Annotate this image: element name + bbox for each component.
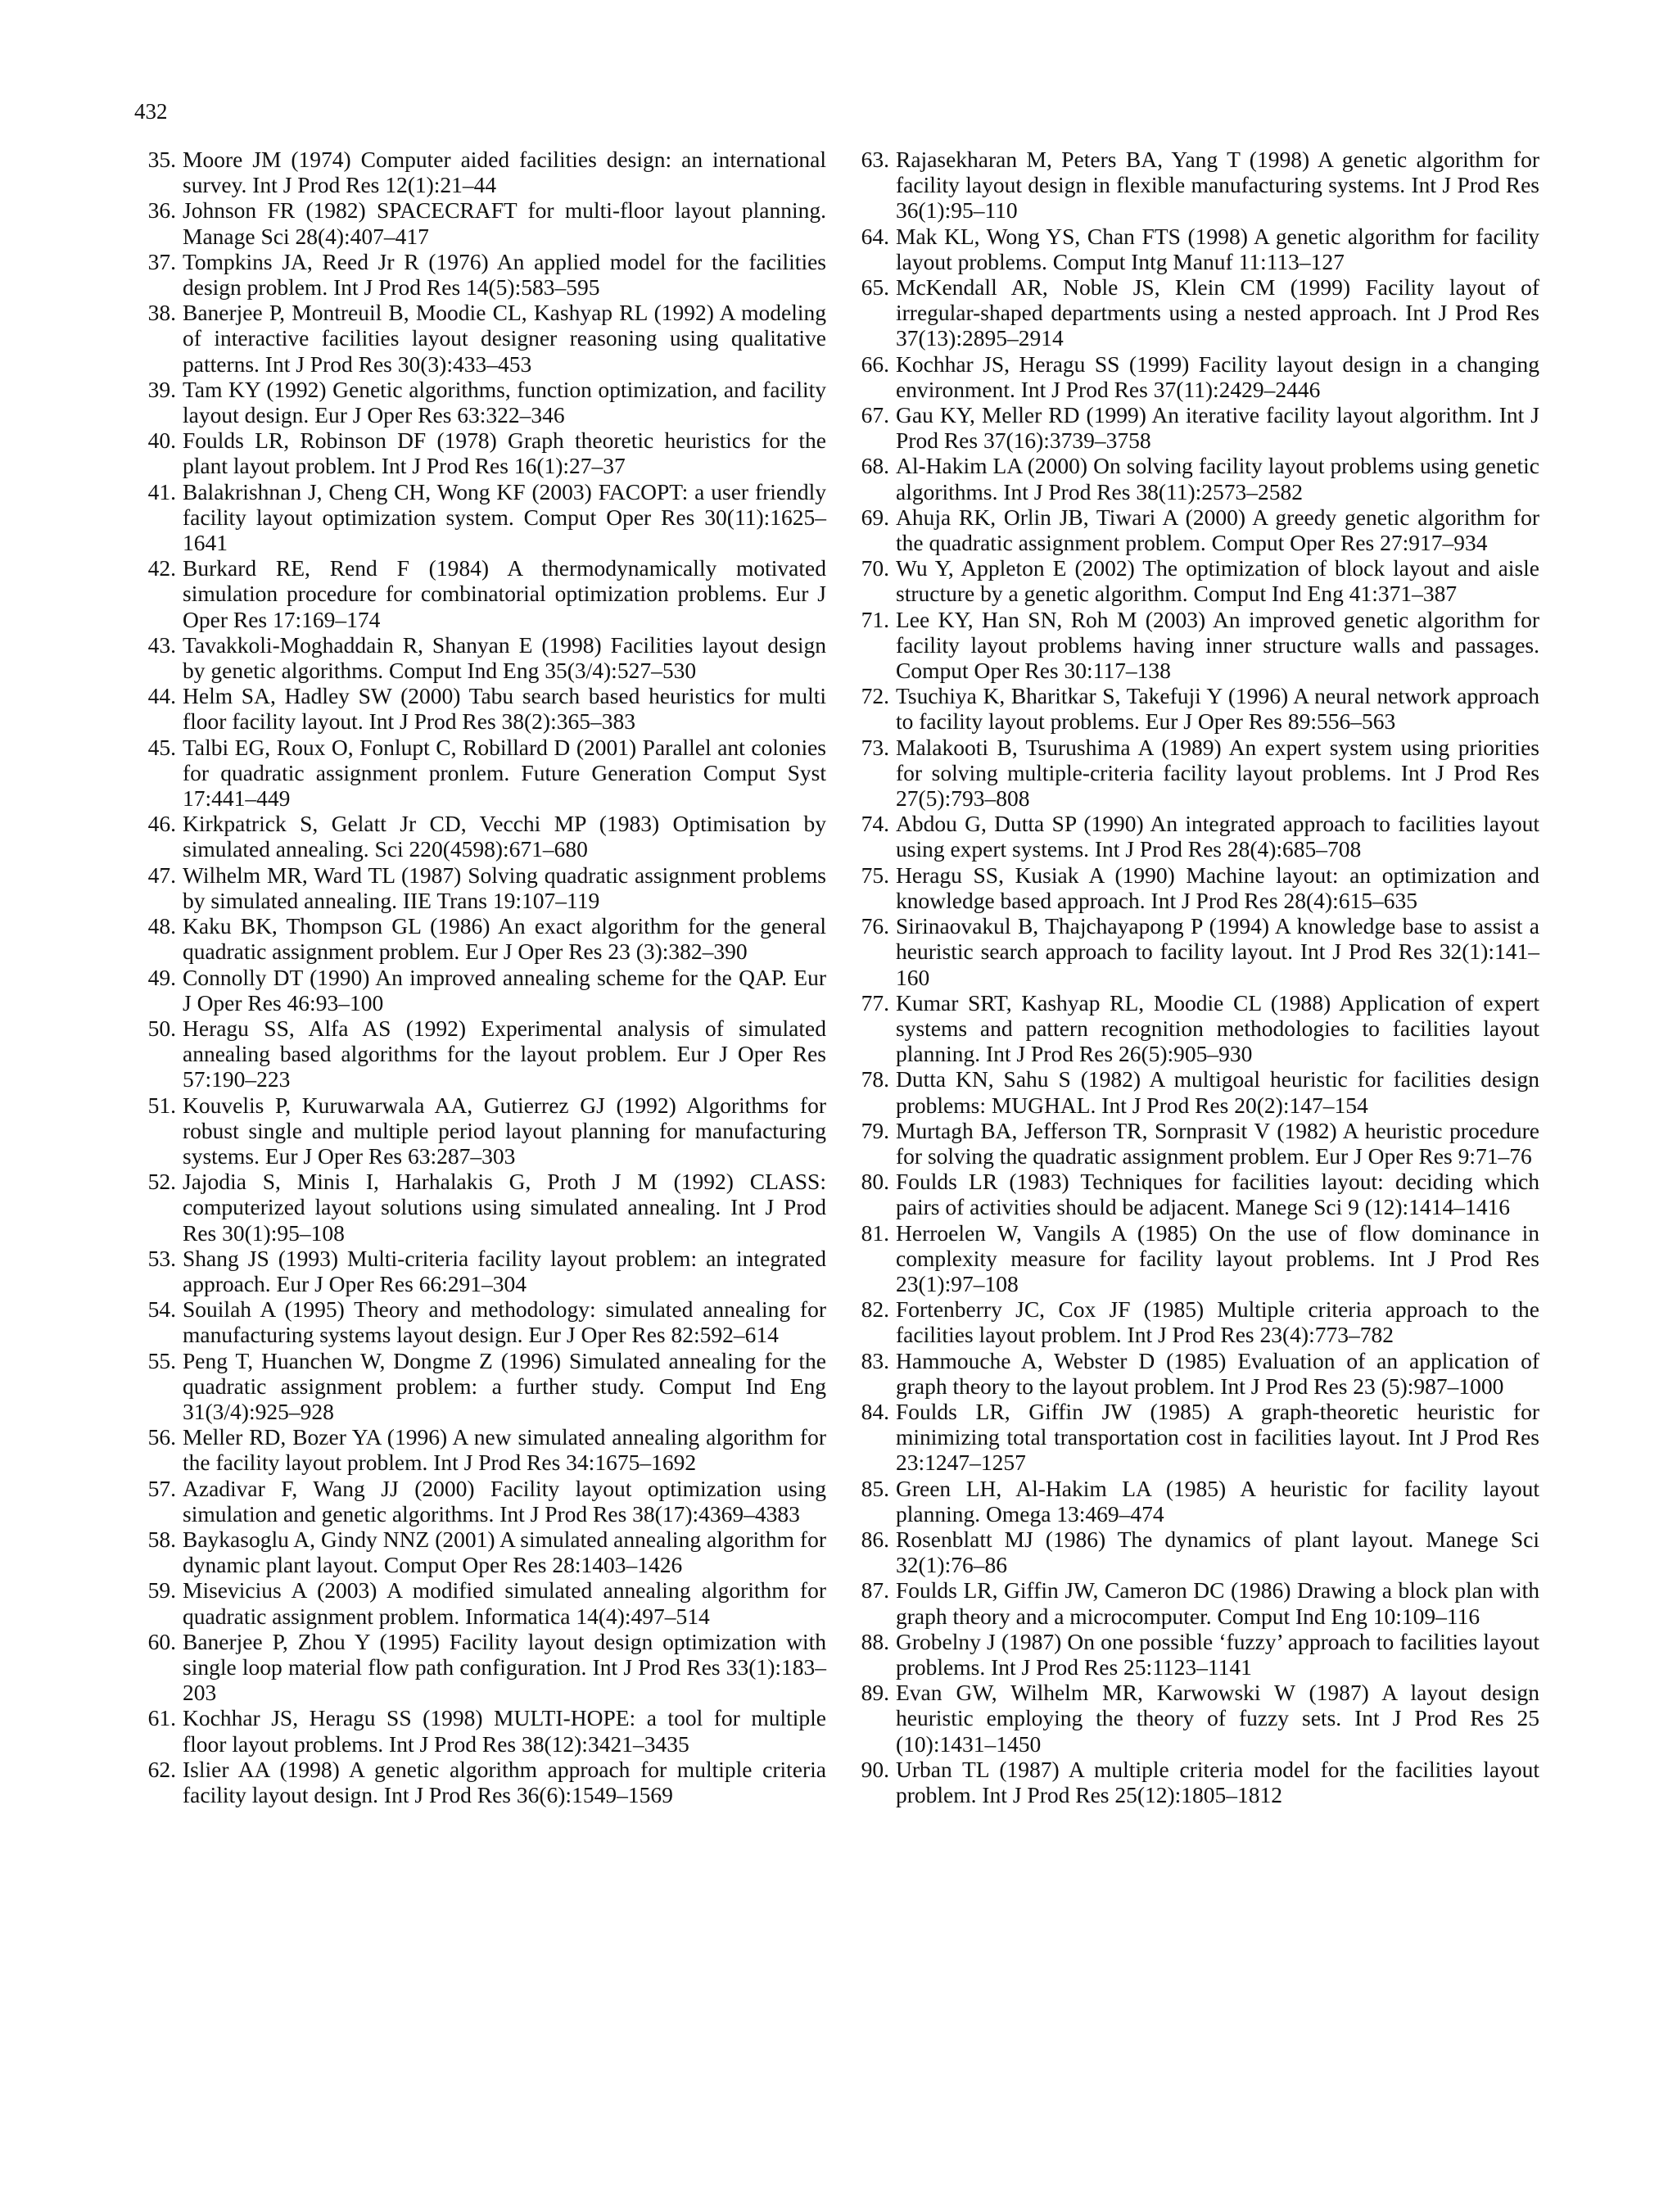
- reference-item: [853, 1296, 1539, 1347]
- reference-text: Islier AA (1998) A genetic algorithm approach for multiple criteria facility layout design. Int J Prod Res 36(6):1549–1569: [183, 1756, 826, 1807]
- reference-text: Foulds LR, Giffin JW (1985) A graph-theoretic heuristic for minimizing total transportation cost in facilities layout. Int J Prod Res 23:1247–1257: [896, 1398, 1539, 1476]
- reference-number: 83.: [861, 1347, 889, 1373]
- reference-item: [140, 1016, 826, 1092]
- reference-item: [853, 607, 1539, 684]
- reference-item: [853, 1527, 1539, 1577]
- page-number: 432: [134, 99, 168, 124]
- reference-item: [140, 555, 826, 632]
- reference-item: [140, 632, 826, 683]
- reference-number: 46.: [147, 811, 176, 837]
- reference-number: 36.: [147, 197, 176, 224]
- reference-item: [853, 555, 1539, 606]
- reference-item: [853, 735, 1539, 812]
- reference-number: 52.: [147, 1169, 176, 1195]
- reference-text: Banerjee P, Montreuil B, Moodie CL, Kashyap RL (1992) A modeling of interactive facilities layout designer reasoning using qualitative patterns. Int J Prod Res 30(3):433–453: [183, 300, 826, 377]
- reference-number: 59.: [147, 1577, 176, 1604]
- reference-number: 79.: [861, 1117, 889, 1143]
- reference-item: [853, 1220, 1539, 1297]
- reference-text: Shang JS (1993) Multi-criteria facility layout problem: an integrated approach. Eur J Oper Res 66:291–304: [183, 1245, 826, 1296]
- reference-item: [853, 1348, 1539, 1399]
- reference-item: [140, 249, 826, 300]
- reference-number: 66.: [861, 351, 889, 377]
- reference-text: Gau KY, Meller RD (1999) An iterative facility layout algorithm. Int J Prod Res 37(16):3739–3758: [896, 402, 1539, 454]
- reference-list-right-column: [853, 147, 1539, 1807]
- reference-number: 67.: [861, 402, 889, 428]
- reference-text: Rosenblatt MJ (1986) The dynamics of plant layout. Manege Sci 32(1):76–86: [896, 1526, 1539, 1578]
- reference-number: 61.: [147, 1705, 176, 1731]
- reference-text: Kochhar JS, Heragu SS (1998) MULTI-HOPE: a tool for multiple floor layout problems. Int J Prod Res 38(12):3421–3435: [183, 1705, 826, 1757]
- reference-number: 78.: [861, 1066, 889, 1092]
- reference-number: 45.: [147, 734, 176, 760]
- reference-item: [853, 990, 1539, 1067]
- reference-text: Kochhar JS, Heragu SS (1999) Facility layout design in a changing environment. Int J Prod Res 37(11):2429–2446: [896, 351, 1539, 402]
- reference-number: 55.: [147, 1347, 176, 1373]
- reference-number: 73.: [861, 734, 889, 760]
- reference-text: Talbi EG, Roux O, Fonlupt C, Robillard D (2001) Parallel ant colonies for quadratic assignment pronlem. Future Generation Comput Syst 17:441–449: [183, 734, 826, 812]
- reference-number: 63.: [861, 147, 889, 172]
- reference-text: Kumar SRT, Kashyap RL, Moodie CL (1988) Application of expert systems and pattern recognition methodologies to facilities layout planning. Int J Prod Res 26(5):905–930: [896, 989, 1539, 1067]
- reference-item: [853, 453, 1539, 504]
- reference-item: [853, 402, 1539, 453]
- reference-text: Meller RD, Bozer YA (1996) A new simulated annealing algorithm for the facility layout problem. Int J Prod Res 34:1675–1692: [183, 1424, 826, 1476]
- reference-item: [140, 1296, 826, 1347]
- reference-item: [140, 1476, 826, 1527]
- reference-number: 84.: [861, 1398, 889, 1424]
- reference-text: Kirkpatrick S, Gelatt Jr CD, Vecchi MP (1983) Optimisation by simulated annealing. Sci 220(4598):671–680: [183, 811, 826, 862]
- reference-item: [853, 351, 1539, 402]
- reference-number: 38.: [147, 300, 176, 326]
- reference-item: [140, 913, 826, 964]
- reference-number: 50.: [147, 1015, 176, 1041]
- reference-text: Foulds LR, Giffin JW, Cameron DC (1986) Drawing a block plan with graph theory and a microcomputer. Comput Ind Eng 10:109–116: [896, 1577, 1539, 1629]
- reference-number: 47.: [147, 862, 176, 888]
- reference-number: 57.: [147, 1475, 176, 1501]
- reference-number: 68.: [861, 453, 889, 479]
- reference-item: [140, 1092, 826, 1169]
- reference-item: [853, 1399, 1539, 1476]
- reference-number: 86.: [861, 1526, 889, 1552]
- reference-text: Fortenberry JC, Cox JF (1985) Multiple criteria approach to the facilities layout problem. Int J Prod Res 23(4):773–782: [896, 1296, 1539, 1348]
- reference-item: [853, 147, 1539, 224]
- reference-number: 75.: [861, 862, 889, 888]
- reference-item: [853, 1476, 1539, 1527]
- reference-number: 85.: [861, 1475, 889, 1501]
- reference-text: Johnson FR (1982) SPACECRAFT for multi-floor layout planning. Manage Sci 28(4):407–417: [183, 197, 826, 249]
- reference-number: 72.: [861, 683, 889, 709]
- reference-item: [140, 965, 826, 1016]
- reference-item: [140, 427, 826, 478]
- reference-item: [853, 1118, 1539, 1169]
- reference-number: 88.: [861, 1628, 889, 1654]
- reference-text: Grobelny J (1987) On one possible ‘fuzzy’ approach to facilities layout problems. Int J Prod Res 25:1123–1141: [896, 1628, 1539, 1680]
- reference-number: 81.: [861, 1219, 889, 1246]
- reference-number: 80.: [861, 1169, 889, 1195]
- reference-number: 64.: [861, 223, 889, 249]
- reference-text: Wu Y, Appleton E (2002) The optimization of block layout and aisle structure by a genetic algorithm. Comput Ind Eng 41:371–387: [896, 555, 1539, 607]
- reference-text: Evan GW, Wilhelm MR, Karwowski W (1987) A layout design heuristic employing the theory of fuzzy sets. Int J Prod Res 25 (10):1431–1450: [896, 1680, 1539, 1757]
- reference-text: Balakrishnan J, Cheng CH, Wong KF (2003) FACOPT: a user friendly facility layout optimization system. Comput Oper Res 30(11):1625–1641: [183, 478, 826, 556]
- reference-item: [140, 1424, 826, 1475]
- reference-number: 74.: [861, 811, 889, 837]
- reference-item: [853, 1680, 1539, 1757]
- reference-number: 71.: [861, 606, 889, 632]
- reference-item: [140, 1246, 826, 1296]
- reference-item: [140, 377, 826, 427]
- reference-text: Burkard RE, Rend F (1984) A thermodynamically motivated simulation procedure for combinatorial optimization problems. Eur J Oper Res 17:169–174: [183, 555, 826, 632]
- reference-number: 43.: [147, 631, 176, 658]
- reference-text: Kouvelis P, Kuruwarwala AA, Gutierrez GJ (1992) Algorithms for robust single and multiple period layout planning for manufacturing systems. Eur J Oper Res 63:287–303: [183, 1092, 826, 1169]
- reference-item: [140, 479, 826, 556]
- reference-text: Wilhelm MR, Ward TL (1987) Solving quadratic assignment problems by simulated annealing. IIE Trans 19:107–119: [183, 862, 826, 913]
- reference-text: Malakooti B, Tsurushima A (1989) An expert system using priorities for solving multiple-criteria facility layout problems. Int J Prod Res 27(5):793–808: [896, 734, 1539, 812]
- reference-text: Tam KY (1992) Genetic algorithms, function optimization, and facility layout design. Eur J Oper Res 63:322–346: [183, 376, 826, 428]
- reference-text: Heragu SS, Alfa AS (1992) Experimental analysis of simulated annealing based algorithms for the layout problem. Eur J Oper Res 57:190–223: [183, 1015, 826, 1092]
- reference-number: 35.: [147, 147, 176, 172]
- reference-item: [853, 811, 1539, 862]
- reference-text: Jajodia S, Minis I, Harhalakis G, Proth J M (1992) CLASS: computerized layout solutions using simulated annealing. Int J Prod Res 30(1):95–108: [183, 1169, 826, 1246]
- reference-item: [853, 1169, 1539, 1219]
- reference-text: Moore JM (1974) Computer aided facilities design: an international survey. Int J Prod Res 12(1):21–44: [183, 147, 826, 198]
- reference-item: [853, 1577, 1539, 1628]
- reference-number: 40.: [147, 427, 176, 454]
- reference-item: [853, 504, 1539, 555]
- reference-text: Herroelen W, Vangils A (1985) On the use of flow dominance in complexity measure for facility layout problems. Int J Prod Res 23(1):97–108: [896, 1219, 1539, 1296]
- reference-number: 44.: [147, 683, 176, 709]
- reference-number: 54.: [147, 1296, 176, 1323]
- reference-text: Sirinaovakul B, Thajchayapong P (1994) A knowledge base to assist a heuristic search approach to facility layout. Int J Prod Res 32(1):141–160: [896, 913, 1539, 990]
- reference-item: [140, 862, 826, 913]
- reference-text: Souilah A (1995) Theory and methodology: simulated annealing for manufacturing systems layout design. Eur J Oper Res 82:592–614: [183, 1296, 826, 1348]
- reference-number: 62.: [147, 1756, 176, 1782]
- reference-number: 76.: [861, 913, 889, 939]
- reference-item: [853, 224, 1539, 274]
- reference-number: 87.: [861, 1577, 889, 1604]
- reference-number: 60.: [147, 1628, 176, 1654]
- reference-text: Hammouche A, Webster D (1985) Evaluation of an application of graph theory to the layout problem. Int J Prod Res 23 (5):987–1000: [896, 1347, 1539, 1399]
- reference-text: Connolly DT (1990) An improved annealing scheme for the QAP. Eur J Oper Res 46:93–100: [183, 964, 826, 1016]
- reference-item: [140, 300, 826, 377]
- reference-item: [140, 1629, 826, 1706]
- reference-item: [853, 862, 1539, 913]
- reference-item: [853, 1757, 1539, 1807]
- reference-number: 51.: [147, 1092, 176, 1118]
- reference-text: Tompkins JA, Reed Jr R (1976) An applied model for the facilities design problem. Int J Prod Res 14(5):583–595: [183, 248, 826, 301]
- reference-item: [140, 1757, 826, 1807]
- reference-text: Banerjee P, Zhou Y (1995) Facility layout design optimization with single loop material flow path configuration. Int J Prod Res 33(1):183–203: [183, 1628, 826, 1706]
- reference-number: 56.: [147, 1424, 176, 1450]
- reference-number: 90.: [861, 1756, 889, 1782]
- reference-number: 37.: [147, 248, 176, 274]
- reference-text: Heragu SS, Kusiak A (1990) Machine layout: an optimization and knowledge based approach. Int J Prod Res 28(4):615–635: [896, 862, 1539, 913]
- reference-item: [140, 1169, 826, 1246]
- reference-list-left-column: [140, 147, 826, 1807]
- reference-item: [140, 147, 826, 197]
- reference-text: McKendall AR, Noble JS, Klein CM (1999) Facility layout of irregular-shaped departments using a nested approach. Int J Prod Res 37(13):2895–2914: [896, 274, 1539, 351]
- reference-text: Tavakkoli-Moghaddain R, Shanyan E (1998) Facilities layout design by genetic algorithms. Comput Ind Eng 35(3/4):527–530: [183, 631, 826, 684]
- reference-item: [853, 1066, 1539, 1117]
- reference-text: Urban TL (1987) A multiple criteria model for the facilities layout problem. Int J Prod Res 25(12):1805–1812: [896, 1756, 1539, 1807]
- reference-item: [140, 811, 826, 862]
- reference-item: [140, 1705, 826, 1756]
- reference-number: 48.: [147, 913, 176, 939]
- reference-number: 77.: [861, 989, 889, 1016]
- reference-item: [140, 1577, 826, 1628]
- reference-number: 39.: [147, 376, 176, 402]
- reference-text: Kaku BK, Thompson GL (1986) An exact algorithm for the general quadratic assignment problem. Eur J Oper Res 23 (3):382–390: [183, 913, 826, 965]
- reference-number: 70.: [861, 555, 889, 581]
- reference-item: [853, 683, 1539, 734]
- reference-text: Ahuja RK, Orlin JB, Tiwari A (2000) A greedy genetic algorithm for the quadratic assignment problem. Comput Oper Res 27:917–934: [896, 504, 1539, 556]
- reference-text: Foulds LR (1983) Techniques for facilities layout: deciding which pairs of activities should be adjacent. Manege Sci 9 (12):1414–1416: [896, 1169, 1539, 1220]
- reference-text: Murtagh BA, Jefferson TR, Sornprasit V (1982) A heuristic procedure for solving the quadratic assignment problem. Eur J Oper Res 9:71–76: [896, 1117, 1539, 1169]
- reference-item: [853, 913, 1539, 990]
- reference-text: Foulds LR, Robinson DF (1978) Graph theoretic heuristics for the plant layout problem. Int J Prod Res 16(1):27–37: [183, 427, 826, 479]
- reference-number: 82.: [861, 1296, 889, 1323]
- reference-item: [853, 1629, 1539, 1680]
- reference-number: 49.: [147, 964, 176, 990]
- reference-text: Azadivar F, Wang JJ (2000) Facility layout optimization using simulation and genetic algorithms. Int J Prod Res 38(17):4369–4383: [183, 1475, 826, 1527]
- reference-text: Rajasekharan M, Peters BA, Yang T (1998) A genetic algorithm for facility layout design in flexible manufacturing systems. Int J Prod Res 36(1):95–110: [896, 147, 1539, 224]
- reference-text: Dutta KN, Sahu S (1982) A multigoal heuristic for facilities design problems: MUGHAL. Int J Prod Res 20(2):147–154: [896, 1066, 1539, 1118]
- reference-text: Al-Hakim LA (2000) On solving facility layout problems using genetic algorithms. Int J Prod Res 38(11):2573–2582: [896, 453, 1539, 504]
- reference-text: Misevicius A (2003) A modified simulated annealing algorithm for quadratic assignment problem. Informatica 14(4):497–514: [183, 1577, 826, 1629]
- reference-item: [853, 274, 1539, 351]
- reference-text: Mak KL, Wong YS, Chan FTS (1998) A genetic algorithm for facility layout problems. Comput Intg Manuf 11:113–127: [896, 223, 1539, 274]
- reference-item: [140, 1527, 826, 1577]
- reference-item: [140, 735, 826, 812]
- reference-number: 41.: [147, 478, 176, 504]
- reference-item: [140, 683, 826, 734]
- reference-number: 42.: [147, 555, 176, 581]
- reference-text: Peng T, Huanchen W, Dongme Z (1996) Simulated annealing for the quadratic assignment problem: a further study. Comput Ind Eng 31(3/4):925–928: [183, 1347, 826, 1424]
- reference-item: [140, 197, 826, 248]
- reference-text: Baykasoglu A, Gindy NNZ (2001) A simulated annealing algorithm for dynamic plant layout. Comput Oper Res 28:1403–1426: [183, 1526, 826, 1578]
- reference-text: Tsuchiya K, Bharitkar S, Takefuji Y (1996) A neural network approach to facility layout problems. Eur J Oper Res 89:556–563: [896, 683, 1539, 735]
- reference-item: [140, 1348, 826, 1425]
- reference-number: 69.: [861, 504, 889, 530]
- reference-number: 58.: [147, 1526, 176, 1552]
- reference-text: Green LH, Al-Hakim LA (1985) A heuristic for facility layout planning. Omega 13:469–474: [896, 1475, 1539, 1527]
- reference-number: 53.: [147, 1245, 176, 1271]
- reference-text: Abdou G, Dutta SP (1990) An integrated approach to facilities layout using expert systems. Int J Prod Res 28(4):685–708: [896, 811, 1539, 862]
- reference-number: 65.: [861, 274, 889, 301]
- reference-text: Helm SA, Hadley SW (2000) Tabu search based heuristics for multi floor facility layout. Int J Prod Res 38(2):365–383: [183, 683, 826, 735]
- reference-number: 89.: [861, 1680, 889, 1706]
- reference-text: Lee KY, Han SN, Roh M (2003) An improved genetic algorithm for facility layout problems having inner structure walls and passages. Comput Oper Res 30:117–138: [896, 606, 1539, 684]
